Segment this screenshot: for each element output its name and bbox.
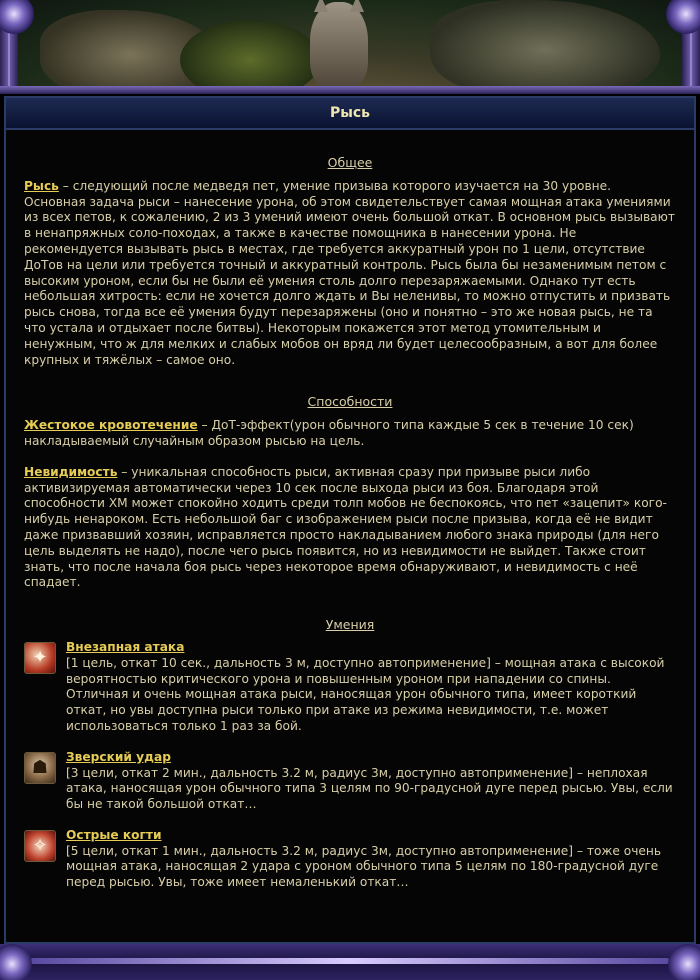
- ability-paragraph: [24, 418, 676, 450]
- ability-text: – ДоТ-эффект(урон обычного типа каждые 5 сек в течение 10 сек) накладываемый случайным образом рысью на цель.: [24, 418, 634, 448]
- corner-ornament: [666, 0, 700, 34]
- lynx-illustration: [310, 2, 368, 88]
- skill-entry: [24, 640, 676, 735]
- ability-paragraph: [24, 465, 676, 591]
- footer-frame: [0, 944, 700, 980]
- skill-text: [1 цель, откат 10 сек., дальность 3 м, доступно автоприменение] – мощная атака с высокой вероятностью критического урона и повышенным уроном при нападении со спины. Отличная и очень мощная атака рыси, наносящая урон обычного типа, имеет короткий откат, но увы доступна рыси только при атаке из режима невидимости, т.е. может использоваться только 1 раз за бой.: [66, 655, 665, 733]
- article-panel: [4, 96, 696, 944]
- general-name-link[interactable]: Рысь: [24, 178, 59, 193]
- general-text: – следующий после медведя пет, умение призыва которого изучается на 30 уровне. Основная задача рыси – нанесение урона, об этом свидетельствует самая мощная атака умениями из всех петов, к сожалению, 2 из 3 умений имеют очень большой откат. В основном рысь вызывают в ненапряжных соло-походах, а также в качестве помощника в нанесении урона. Не рекомендуется вызывать рысь в местах, где требуется аккуратный урон по 1 цели, отсутствие ДоТов на цели или требуется точный и аккуратный контроль. Рысь была бы незаменимым петом с высоким уроном, если бы не были её умения столь долго перезаряжаемыми. Однако тут есть небольшая хитрость: если не хочется долго ждать и Вы неленивы, то можно отпустить и призвать рысь снова, тогда все её умения будут перезаряжены (оно и понятно – это же новая рысь, не та что устала и отдыхает после битвы). Некоторым покажется этот метод утомительным и ненужным, что ж для мелких и слабых мобов он вряд ли будет целесообразным, а вот для более крупных и тяжёлых – самое оно.: [24, 178, 675, 367]
- skill-name-link[interactable]: Острые когти: [66, 827, 162, 842]
- skill-entry: [24, 828, 676, 891]
- claw-attack-icon[interactable]: ✦: [24, 642, 56, 674]
- section-heading-abilities: Способности: [307, 394, 393, 410]
- skill-name-link[interactable]: Зверский удар: [66, 749, 171, 764]
- ability-name-link[interactable]: Жестокое кровотечение: [24, 418, 198, 433]
- skill-name-link[interactable]: Внезапная атака: [66, 639, 185, 654]
- page-title: Рысь: [329, 105, 371, 121]
- title-bar: [6, 98, 694, 130]
- header-banner: [0, 0, 700, 94]
- corner-ornament: [0, 0, 34, 34]
- banner-rock: [430, 0, 660, 94]
- skill-text: [5 цели, откат 1 мин., дальность 3.2 м, радиус 3м, доступно автоприменение] – тоже очень мощная атака, наносящая 2 удара с уроном обычного типа 5 целям по 180-градусной дуге перед рысью. Увы, тоже имеет немаленький откат…: [66, 843, 662, 890]
- ability-name-link[interactable]: Невидимость: [24, 464, 118, 479]
- corner-ornament: [0, 944, 32, 980]
- article-content: [6, 130, 694, 891]
- skill-text: [3 цели, откат 2 мин., дальность 3.2 м, радиус 3м, доступно автоприменение] – неплохая атака, наносящая урон обычного типа 3 целям по 90-градусной дуге перед рысью. Увы, если бы не такой большой откат…: [66, 765, 673, 812]
- frame-bar: [0, 86, 700, 94]
- section-heading-skills: Умения: [325, 617, 375, 633]
- general-paragraph: [24, 179, 676, 369]
- beast-face-icon[interactable]: ☗: [24, 752, 56, 784]
- sharp-claws-icon[interactable]: ✧: [24, 830, 56, 862]
- section-heading-general: Общее: [327, 155, 373, 170]
- banner-foliage: [180, 20, 320, 94]
- footer-ornament-line: [30, 958, 670, 964]
- corner-ornament: [668, 944, 700, 980]
- ability-text: – уникальная способность рыси, активная сразу при призыве рыси либо активизируемая автоматически через 10 сек после выхода рыси из боя. Благодаря этой способности ХМ может спокойно ходить среди толп мобов не беспокоясь, что пет «зацепит» кого-нибудь ненароком. Есть небольшой баг с изображением рыси после призыва, когда её не видит даже призвавший хозяин, исправляется просто накладыванием любого знака природы (для него цель выделять не надо), после чего рысь появится, но из невидимости не выйдет. Также стоит знать, что после начала боя рысь через некоторое время обнаруживают, и невидимость с неё спадает.: [24, 464, 667, 590]
- skill-entry: [24, 750, 676, 813]
